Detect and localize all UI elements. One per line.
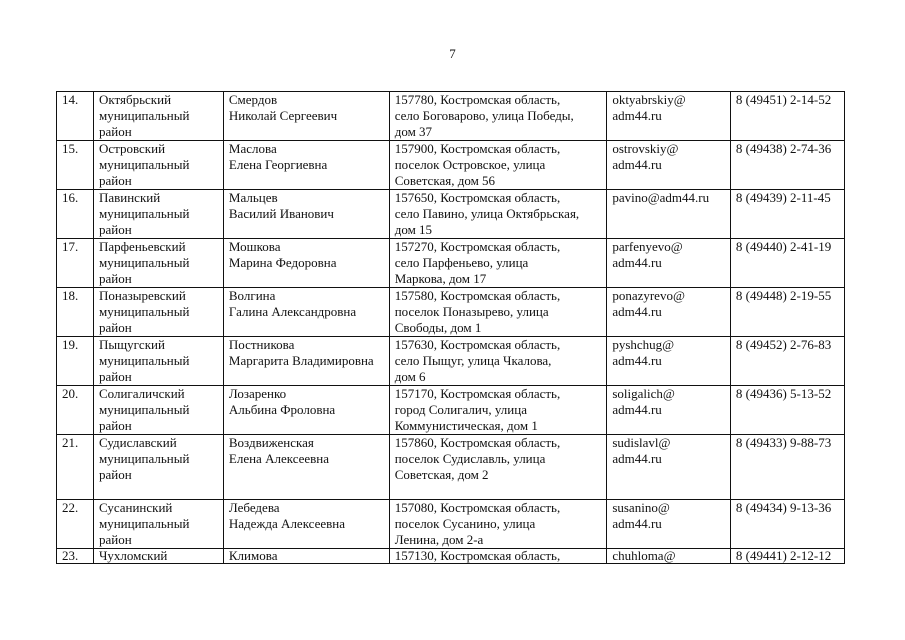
email-address-cell [607, 239, 731, 288]
district-name-line: район [98, 124, 132, 139]
district-name-cell [93, 288, 223, 337]
table-row [57, 500, 845, 549]
postal-address-line: 157080, Костромская область, [394, 500, 561, 515]
district-name-line: Поназыревский [98, 288, 186, 303]
row-number-cell: 14. [57, 92, 94, 141]
head-name-line: Лозаренко [228, 386, 287, 401]
phone-number-cell: 8 (49448) 2-19-55 [730, 288, 844, 337]
head-name-line: Галина Александровна [228, 304, 357, 319]
postal-address-cell [389, 141, 607, 190]
postal-address-line: 157270, Костромская область, [394, 239, 561, 254]
email-address-cell [607, 141, 731, 190]
head-name-line: Николай Сергеевич [228, 108, 338, 123]
district-name-line: муниципальный [98, 304, 190, 319]
email-address-line: adm44.ru [612, 255, 662, 270]
district-name-line: район [98, 467, 132, 482]
postal-address-cell [389, 190, 607, 239]
email-address-line: soligalich@ [612, 386, 675, 401]
postal-address-line: 157130, Костромская область, [394, 548, 561, 563]
head-name-cell [223, 190, 389, 239]
head-name-cell [223, 386, 389, 435]
head-name-line: Волгина [228, 288, 276, 303]
email-address-line: pavino@adm44.ru [612, 190, 710, 205]
postal-address-line: Свободы, дом 1 [394, 320, 482, 335]
district-name-line: Парфеньевский [98, 239, 186, 254]
table-row [57, 92, 845, 141]
postal-address-cell [389, 92, 607, 141]
district-name-line: район [98, 532, 132, 547]
district-name-line: Солигаличский [98, 386, 185, 401]
table-row [57, 337, 845, 386]
table-body [57, 92, 845, 564]
district-name-cell [93, 500, 223, 549]
head-name-cell [223, 337, 389, 386]
district-name-line: муниципальный [98, 108, 190, 123]
head-name-line: Надежда Алексеевна [228, 516, 346, 531]
postal-address-line: Коммунистическая, дом 1 [394, 418, 538, 433]
postal-address-line: 157170, Костромская область, [394, 386, 561, 401]
postal-address-line: 157580, Костромская область, [394, 288, 561, 303]
postal-address-line: дом 15 [394, 222, 433, 237]
postal-address-line: 157780, Костромская область, [394, 92, 561, 107]
email-address-line: adm44.ru [612, 516, 662, 531]
district-name-line: муниципальный [98, 255, 190, 270]
district-name-line: район [98, 222, 132, 237]
page-number: 7 [449, 46, 456, 61]
district-name-line: Судиславский [98, 435, 177, 450]
email-address-cell [607, 435, 731, 500]
email-address-cell [607, 337, 731, 386]
head-name-cell [223, 435, 389, 500]
postal-address-cell [389, 239, 607, 288]
head-name-line: Маслова [228, 141, 277, 156]
email-address-line: ponazyrevo@ [612, 288, 685, 303]
district-name-cell [93, 549, 223, 564]
district-name-line: район [98, 418, 132, 433]
district-name-line: район [98, 369, 132, 384]
district-name-cell [93, 92, 223, 141]
head-name-cell [223, 92, 389, 141]
postal-address-line: 157860, Костромская область, [394, 435, 561, 450]
postal-address-line: 157650, Костромская область, [394, 190, 561, 205]
email-address-line: chuhloma@ [612, 548, 676, 563]
district-name-line: муниципальный [98, 206, 190, 221]
head-name-line: Марина Федоровна [228, 255, 337, 270]
phone-number-cell: 8 (49439) 2-11-45 [730, 190, 844, 239]
postal-address-line: село Парфеньево, улица [394, 255, 529, 270]
row-number-cell: 15. [57, 141, 94, 190]
head-name-line: Альбина Фроловна [228, 402, 336, 417]
head-name-line: Елена Георгиевна [228, 157, 328, 172]
table-row [57, 239, 845, 288]
table-row [57, 141, 845, 190]
postal-address-cell [389, 288, 607, 337]
district-name-line: район [98, 271, 132, 286]
table-row [57, 549, 845, 564]
email-address-cell [607, 92, 731, 141]
postal-address-line: поселок Судиславль, улица [394, 451, 546, 466]
postal-address-line: 157630, Костромская область, [394, 337, 561, 352]
district-name-line: район [98, 173, 132, 188]
phone-number-cell: 8 (49436) 5-13-52 [730, 386, 844, 435]
postal-address-line: город Солигалич, улица [394, 402, 527, 417]
district-name-line: Октябрьский [98, 92, 172, 107]
head-name-line: Мошкова [228, 239, 281, 254]
postal-address-cell [389, 549, 607, 564]
table-row [57, 190, 845, 239]
row-number-cell: 23. [57, 549, 94, 564]
phone-number-cell: 8 (49440) 2-41-19 [730, 239, 844, 288]
email-address-line: adm44.ru [612, 402, 662, 417]
table-row [57, 288, 845, 337]
postal-address-line: дом 6 [394, 369, 426, 384]
email-address-line: adm44.ru [612, 353, 662, 368]
email-address-line: pyshchug@ [612, 337, 675, 352]
head-name-line: Смердов [228, 92, 278, 107]
districts-table [56, 91, 845, 564]
table-row [57, 435, 845, 500]
head-name-line: Постникова [228, 337, 295, 352]
district-name-line: муниципальный [98, 157, 190, 172]
district-name-line: Сусанинский [98, 500, 173, 515]
postal-address-line: 157900, Костромская область, [394, 141, 561, 156]
email-address-line: adm44.ru [612, 108, 662, 123]
district-name-cell [93, 239, 223, 288]
postal-address-line: поселок Сусанино, улица [394, 516, 536, 531]
head-name-cell [223, 141, 389, 190]
district-name-cell [93, 337, 223, 386]
email-address-line: ostrovskiy@ [612, 141, 679, 156]
postal-address-line: Ленина, дом 2-а [394, 532, 484, 547]
email-address-cell [607, 549, 731, 564]
head-name-line: Воздвиженская [228, 435, 314, 450]
postal-address-cell [389, 337, 607, 386]
row-number-cell: 20. [57, 386, 94, 435]
phone-number-cell: 8 (49452) 2-76-83 [730, 337, 844, 386]
district-name-cell [93, 435, 223, 500]
district-name-line: район [98, 320, 132, 335]
postal-address-line: поселок Островское, улица [394, 157, 546, 172]
postal-address-cell [389, 386, 607, 435]
district-name-line: Чухломский [98, 548, 168, 563]
postal-address-line: Советская, дом 56 [394, 173, 496, 188]
postal-address-line: село Боговарово, улица Победы, [394, 108, 574, 123]
email-address-cell [607, 190, 731, 239]
postal-address-line: дом 37 [394, 124, 433, 139]
district-name-cell [93, 386, 223, 435]
district-name-line: Пыщугский [98, 337, 165, 352]
head-name-cell [223, 239, 389, 288]
district-name-cell [93, 190, 223, 239]
table-row [57, 386, 845, 435]
postal-address-cell [389, 435, 607, 500]
head-name-line: Василий Иванович [228, 206, 334, 221]
head-name-line: Маргарита Владимировна [228, 353, 374, 368]
email-address-cell [607, 386, 731, 435]
email-address-line: sudislavl@ [612, 435, 671, 450]
district-name-line: Павинский [98, 190, 161, 205]
email-address-cell [607, 500, 731, 549]
phone-number-cell: 8 (49441) 2-12-12 [730, 549, 844, 564]
district-name-line: муниципальный [98, 353, 190, 368]
head-name-line: Климова [228, 548, 278, 563]
postal-address-line: село Павино, улица Октябрьская, [394, 206, 580, 221]
email-address-line: parfenyevo@ [612, 239, 683, 254]
row-number-cell: 18. [57, 288, 94, 337]
head-name-line: Мальцев [228, 190, 278, 205]
phone-number-cell: 8 (49438) 2-74-36 [730, 141, 844, 190]
district-name-line: муниципальный [98, 402, 190, 417]
head-name-cell [223, 288, 389, 337]
postal-address-cell [389, 500, 607, 549]
row-number-cell: 19. [57, 337, 94, 386]
row-number-cell: 17. [57, 239, 94, 288]
email-address-line: adm44.ru [612, 157, 662, 172]
email-address-line: adm44.ru [612, 451, 662, 466]
phone-number-cell: 8 (49434) 9-13-36 [730, 500, 844, 549]
district-name-line: муниципальный [98, 451, 190, 466]
row-number-cell: 21. [57, 435, 94, 500]
head-name-cell [223, 500, 389, 549]
row-number-cell: 16. [57, 190, 94, 239]
phone-number-cell: 8 (49451) 2-14-52 [730, 92, 844, 141]
email-address-line: susanino@ [612, 500, 670, 515]
postal-address-line: Советская, дом 2 [394, 467, 489, 482]
head-name-line: Елена Алексеевна [228, 451, 330, 466]
email-address-cell [607, 288, 731, 337]
email-address-line: adm44.ru [612, 304, 662, 319]
head-name-cell [223, 549, 389, 564]
postal-address-line: поселок Поназырево, улица [394, 304, 549, 319]
row-number-cell: 22. [57, 500, 94, 549]
phone-number-cell: 8 (49433) 9-88-73 [730, 435, 844, 500]
district-name-line: муниципальный [98, 516, 190, 531]
postal-address-line: село Пыщуг, улица Чкалова, [394, 353, 552, 368]
head-name-line: Лебедева [228, 500, 280, 515]
district-name-cell [93, 141, 223, 190]
postal-address-line: Маркова, дом 17 [394, 271, 487, 286]
district-name-line: Островский [98, 141, 166, 156]
email-address-line: oktyabrskiy@ [612, 92, 686, 107]
